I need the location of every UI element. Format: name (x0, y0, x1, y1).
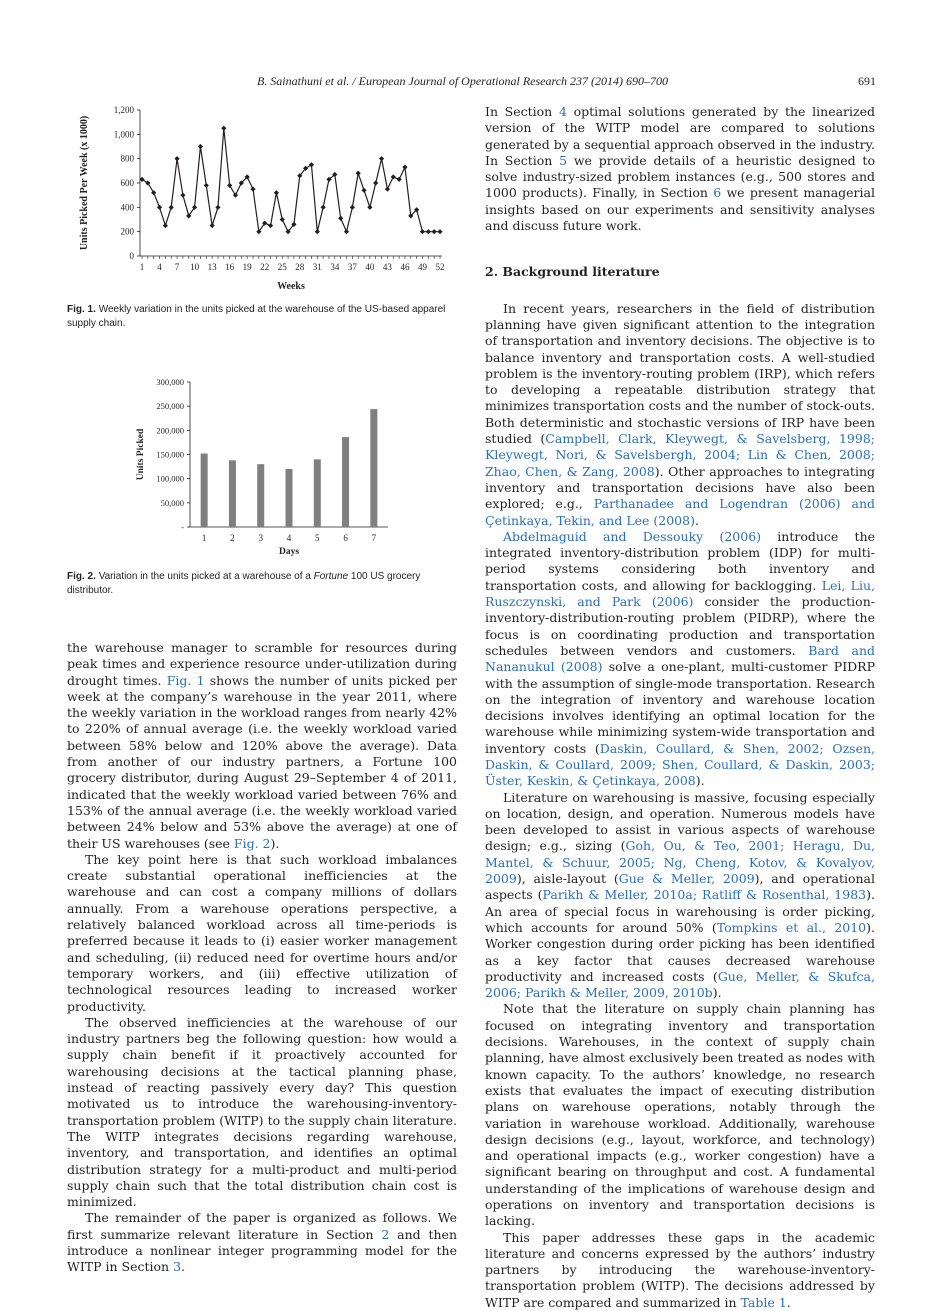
figure-2-caption-pre: Variation in the units picked at a warehouse of a (98, 571, 314, 582)
text: . (181, 1259, 186, 1275)
text: ). (712, 985, 722, 1001)
paragraph (485, 1230, 875, 1311)
x-tick-label: 4 (157, 262, 162, 272)
data-point (233, 193, 238, 198)
data-point (210, 223, 215, 228)
data-point (367, 205, 372, 210)
y-tick-label: 200,000 (156, 425, 184, 436)
paragraph (485, 301, 875, 529)
text: ). Other approaches to integrating inventory and transportation decisions have also been explored; e.g., (485, 463, 876, 512)
left-column (67, 640, 457, 1276)
section-3-link[interactable]: 3 (173, 1259, 182, 1275)
data-point (350, 205, 355, 210)
bar (201, 454, 208, 527)
paragraph: Note that the literature on supply chain planning has focused on integrating inventory and transportation decisions. Warehouses, in the context of supply chain planning, have almost exclusively been treated as nodes with known capacity. To the authors’ knowledge, no research exists that evaluates the impact of executing distribution plans on warehouse operations, notably through the variation in warehouse workload. Additionally, warehouse design decisions (e.g., layout, workforce, and technology) and operational impacts (e.g., worker congestion) have a significant bearing on throughput and cost. A fundamental understanding of the implications of warehouse design and operations on inventory and transportation decisions is lacking. (485, 1001, 875, 1229)
text: ). (270, 835, 280, 851)
data-point (174, 156, 179, 161)
text: optimal solutions generated by the linearized version of the WITP model are compared to solutions generated by a sequential approach observed in the industry. In Section (485, 104, 875, 168)
text: solve a one-plant, multi-customer PIDRP with the assumption of single-mode transportation. Research on the integration of inventory and warehouse location decisions involves identifying an optimal location for the warehouse while minimizing system-wide transportation and inventory costs ( (485, 659, 875, 756)
data-point (356, 171, 361, 176)
data-point (321, 205, 326, 210)
figure-2-svg (130, 372, 400, 562)
fig1-link[interactable]: Fig. 1 (166, 672, 205, 688)
bar (257, 464, 264, 527)
figure-1-caption-text: Weekly variation in the units picked at the warehouse of the US-based apparel supply chain. (67, 304, 446, 329)
text: In Section (485, 104, 553, 119)
citation-link[interactable]: Parikh & Meller, 2010a; Ratliff & Rosenthal, 1983 (542, 887, 867, 903)
page-number: 691 (858, 74, 876, 88)
data-point (250, 186, 255, 191)
figure-1-svg (67, 100, 457, 295)
data-point (180, 193, 185, 198)
figure-2-caption (67, 570, 457, 597)
citation-link[interactable]: Gue, Meller, & Skufca, 2006; Parikh & Meller, 2009, 2010b (485, 968, 875, 1001)
citation-link[interactable]: Goh, Ou, & Teo, 2001; Heragu, Du, Mantel, & Schuur, 2005; Ng, Cheng, Kotov, & Kovalyov, 2009 (485, 838, 875, 887)
citation-link[interactable]: Tompkins et al., 2010 (716, 919, 867, 935)
paragraph: The observed inefficiencies at the warehouse of our industry partners beg the following question: how would a supply chain benefit if it proactively accounted for warehousing decisions at the tactical planning phase, instead of reacting passively every day? This question motivated us to introduce the warehousing-inventory-transportation problem (WITP) to the supply chain literature. The WITP integrates decisions regarding warehouse, inventory, and transportation, and identifies an optimal distribution strategy for a multi-product and multi-period supply chain such that the total distribution chain cost is minimized. (67, 1014, 457, 1210)
section-2-link[interactable]: 2 (381, 1226, 390, 1242)
x-tick-label: 19 (242, 262, 252, 272)
data-point (396, 177, 401, 182)
data-point (274, 190, 279, 195)
x-tick-label: 25 (277, 262, 287, 272)
figure-2-caption-post: 100 US grocery distributor. (67, 571, 421, 596)
section-6-link[interactable]: 6 (713, 185, 722, 201)
x-tick-label: 34 (330, 262, 340, 272)
y-tick-label: 400 (120, 202, 134, 213)
text: introduce the integrated inventory-distribution problem (IDP) for multi-period systems considering both inventory and transportation costs, and allowing for backlogging. (485, 528, 876, 593)
data-point (215, 205, 220, 210)
text: . (694, 512, 699, 528)
x-axis-label: Days (278, 547, 300, 557)
x-tick-label: 1 (139, 262, 145, 272)
y-tick-label: 0 (129, 251, 134, 261)
x-tick-label: 28 (295, 262, 305, 272)
bar (286, 469, 293, 527)
section-heading: 2. Background literature (485, 264, 660, 280)
text: shows the number of units picked per week at the company’s warehouse in the year 2011, where the weekly variation in the workload ranges from nearly 42% to 220% of annual average (i.e. the weekly workload varied between 58% below and 120% above the average). Data from another of our industry partners, a Fortune 100 grocery distributor, during August 29–September 4 of 2011, indicated that the weekly workload varied between 76% and 153% of the annual average (i.e. the weekly workload varied between 24% below and 53% above the average) at one of their US warehouses (see (67, 672, 457, 851)
data-point (338, 216, 343, 221)
x-tick-label: 40 (365, 262, 375, 272)
y-tick-label: 200 (120, 226, 134, 237)
text: we present managerial insights based on our experiments and sensitivity analyses and discuss future work. (485, 185, 875, 234)
section-4-link[interactable]: 4 (558, 104, 567, 119)
data-point (420, 229, 425, 234)
data-point (379, 156, 384, 161)
y-tick-label: 250,000 (156, 401, 184, 412)
figure-2-chart (130, 372, 400, 562)
data-point (204, 183, 209, 188)
text: ). Worker congestion during order picking has been identified as a key factor that causes decreased warehouse productivity and increased costs ( (485, 919, 875, 984)
text: ). An area of special focus in warehousing is order picking, which accounts for around 50% ( (485, 887, 875, 935)
x-tick-label: 10 (190, 262, 200, 272)
x-tick-label: 3 (258, 533, 263, 543)
x-tick-label: 37 (347, 262, 357, 272)
figure-2-caption-italic: Fortune (313, 571, 349, 582)
text: Literature on warehousing is massive, focusing especially on location, design, and operation. Numerous models have been developed to assist in various aspects of warehouse design; e.g., sizing ( (485, 789, 875, 854)
x-tick-label: 49 (417, 262, 427, 272)
x-tick-label: 52 (435, 262, 445, 272)
bar (342, 437, 349, 527)
data-point (315, 229, 320, 234)
text: In recent years, researchers in the field of distribution planning have given significant attention to the integration of transportation and inventory decisions. The objective is to balance inventory and transportation costs. A well-studied problem is the inventory-routing problem (IRP), which refers to developing a repeatable distribution strategy that minimizes transportation costs and the number of stock-outs. Both deterministic and stochastic versions of IRP have been studied ( (485, 300, 875, 447)
x-tick-label: 7 (174, 262, 180, 272)
text: we provide details of a heuristic designed to solve industry-sized problem instances (e.g., 500 stores and 1000 products). Finally, in Section (485, 152, 875, 201)
data-point (385, 186, 390, 191)
text: The remainder of the paper is organized as follows. We first summarize relevant literature in Section (67, 1210, 457, 1242)
x-tick-label: 6 (343, 533, 348, 543)
x-tick-label: 46 (400, 262, 410, 272)
text: consider the production-inventory-distribution-routing problem (PIDRP), where the focus is on coordinating production and transportation schedules between vendors and customers. (485, 594, 875, 658)
data-point (198, 144, 203, 149)
data-point (221, 126, 226, 131)
paragraph (485, 529, 875, 790)
citation-link[interactable]: Campbell, Clark, Kleywegt, & Savelsberg, 1998; Kleywegt, Nori, & Savelsbergh, 2004; Lin & Chen, 2008; Zhao, Chen, & Zang, 2008 (485, 431, 875, 479)
data-point (151, 190, 156, 195)
data-point (437, 229, 442, 234)
figure-1-caption (67, 303, 457, 330)
data-point (402, 165, 407, 170)
bar (314, 459, 321, 527)
citation-link[interactable]: Abdelmaguid and Dessouky (2006) (503, 528, 762, 544)
running-header: B. Sainathuni et al. / European Journal of Operational Research 237 (2014) 690–700 (256, 74, 669, 88)
y-tick-label: 150,000 (156, 449, 184, 460)
bar (229, 460, 236, 527)
data-point (163, 223, 168, 228)
paragraph (485, 790, 875, 1002)
paragraph (67, 640, 457, 852)
data-point (169, 205, 174, 210)
text: ). (695, 773, 705, 789)
fig2-link[interactable]: Fig. 2 (233, 835, 271, 851)
table-1-link[interactable]: Table 1 (740, 1294, 787, 1310)
text: . (786, 1294, 791, 1310)
x-tick-label: 1 (201, 533, 207, 543)
figure-1-chart (67, 100, 457, 295)
data-point (426, 229, 431, 234)
text: ), aisle-layout ( (516, 871, 619, 887)
paragraph (485, 104, 875, 234)
section-5-link[interactable]: 5 (559, 152, 568, 168)
text: ), and operational aspects ( (485, 871, 875, 903)
data-point (391, 174, 396, 179)
y-tick-label: 1,200 (113, 105, 134, 115)
figure-2-label: Fig. 2. (67, 571, 96, 582)
y-tick-label: 100,000 (156, 473, 184, 484)
x-tick-label: 13 (207, 262, 217, 272)
citation-link[interactable]: Daskin, Coullard, & Shen, 2002; Ozsen, Daskin, & Coullard, 2009; Shen, Coullard, & Daskin, 2003; Üster, Keskin, & Çetinkaya, 2008 (485, 740, 875, 789)
x-tick-label: 31 (312, 262, 322, 272)
y-tick-label: - (181, 522, 184, 532)
x-axis-label: Weeks (277, 281, 305, 292)
y-tick-label: 1,000 (113, 129, 134, 140)
text: This paper addresses these gaps in the academic literature and concerns expressed by the authors’ industry partners by introducing the warehouse-inventory-transportation problem (WITP). The decisions addressed by WITP are compared and summarized in (485, 1229, 875, 1310)
data-point (227, 183, 232, 188)
citation-link[interactable]: Lei, Liu, Ruszczynski, and Park (2006) (485, 577, 875, 610)
y-tick-label: 800 (120, 153, 134, 164)
citation-link[interactable]: Parthanadee and Logendran (2006) and Çetinkaya, Tekin, and Lee (2008) (485, 496, 875, 528)
bar (370, 409, 377, 527)
data-point (432, 229, 437, 234)
x-tick-label: 22 (260, 262, 270, 272)
data-point (373, 180, 378, 185)
data-point (268, 223, 273, 228)
x-tick-label: 2 (230, 533, 235, 543)
data-point (344, 229, 349, 234)
citation-link[interactable]: Bard and Nananukul (2008) (485, 642, 876, 675)
y-axis-label: Units Picked Per Week (x 1000) (79, 115, 90, 251)
x-tick-label: 16 (225, 262, 235, 272)
right-column (485, 104, 875, 1311)
citation-link[interactable]: Gue & Meller, 2009 (618, 871, 755, 887)
x-tick-label: 5 (315, 533, 320, 543)
data-point (280, 217, 285, 222)
data-point (157, 205, 162, 210)
y-axis-label: Units Picked (136, 428, 146, 481)
data-point (361, 188, 366, 193)
paragraph: The key point here is that such workload imbalances create substantial operational inefficiencies at the warehouse and can cost a company millions of dollars annually. From a warehouse operations perspective, a relatively balanced workload across all time-periods is preferred because it leads to (i) easier worker management and scheduling, (ii) reduced need for overtime hours and/or temporary workers, and (iii) effective utilization of technological resources leading to increased worker productivity. (67, 851, 457, 1014)
text: and then introduce a nonlinear integer programming model for the WITP in Section (67, 1226, 457, 1275)
x-tick-label: 7 (371, 533, 377, 543)
y-tick-label: 300,000 (156, 377, 184, 387)
paragraph (67, 1210, 457, 1275)
figure-1-label: Fig. 1. (67, 304, 96, 315)
text: the warehouse manager to scramble for resources during peak times and experience resource under-utilization during drought times. (67, 640, 457, 688)
y-tick-label: 50,000 (160, 497, 184, 508)
x-tick-label: 43 (382, 262, 392, 272)
y-tick-label: 600 (120, 178, 134, 188)
x-tick-label: 4 (286, 533, 292, 543)
